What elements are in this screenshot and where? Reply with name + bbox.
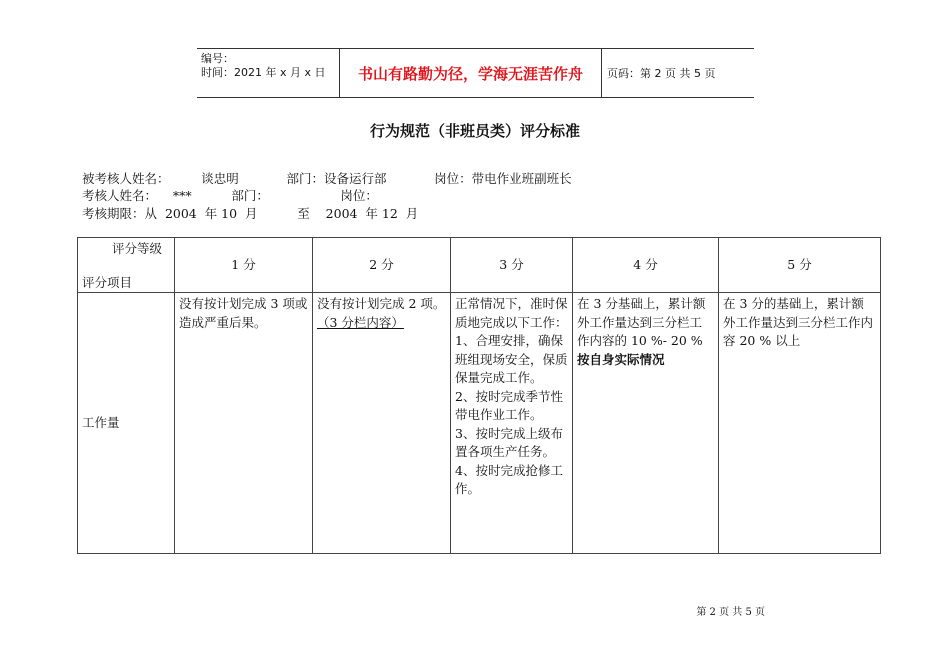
corner-bottom-label: 评分项目 <box>82 275 133 290</box>
score-5-cell: 在 3 分的基础上，累计额外工作量达到三分栏工作内容 20 % 以上 <box>719 293 881 554</box>
score-header-3: 3 分 <box>451 238 573 293</box>
scoring-table <box>77 237 881 554</box>
header-page-code: 页码：第 2 页 共 5 页 <box>607 67 716 80</box>
score-header-4: 4 分 <box>573 238 719 293</box>
number-label: 编号： <box>201 52 234 65</box>
header-corner-cell <box>78 238 175 293</box>
table-header-row <box>78 238 881 293</box>
score-2-cell <box>313 293 451 554</box>
score-3-intro: 正常情况下，准时保质地完成以下工作： <box>455 296 568 330</box>
score-3-item: 3、按时完成上级布置各项生产任务。 <box>455 425 563 459</box>
header-motto: 书山有路勤为径，学海无涯苦作舟 <box>339 49 602 97</box>
score-header-2: 2 分 <box>313 238 451 293</box>
info-line-period: 考核期限：从 2004 年 10 月 至 2004 年 12 月 <box>82 206 419 221</box>
info-line-assessor: 考核人姓名： *** 部门： 岗位： <box>82 188 378 203</box>
score-2-ref: （3 分栏内容） <box>317 314 404 330</box>
row-label-workload: 工作量 <box>78 293 175 554</box>
score-3-item: 4、按时完成抢修工作。 <box>455 462 563 496</box>
score-1-cell: 没有按计划完成 3 项或造成严重后果。 <box>175 293 313 554</box>
time-label: 时间：2021 年 x 月 x 日 <box>201 66 326 79</box>
page-footer: 第 2 页 共 5 页 <box>696 607 765 618</box>
header-meta <box>201 52 326 80</box>
score-3-cell <box>451 293 573 554</box>
score-3-item: 2、按时完成季节性带电作业工作。 <box>455 388 563 422</box>
score-3-item: 1、合理安排，确保班组现场安全，保质保量完成工作。 <box>455 333 568 385</box>
score-4-note: 按自身实际情况 <box>577 351 665 367</box>
corner-top-label: 评分等级 <box>112 241 163 256</box>
info-line-assessee: 被考核人姓名： 谈忠明 部门：设备运行部 岗位：带电作业班副班长 <box>82 171 572 186</box>
score-4-text: 在 3 分基础上，累计额外工作量达到三分栏工作内容的 10 %- 20 % <box>577 296 706 348</box>
table-row <box>78 293 881 554</box>
document-title: 行为规范（非班员类）评分标准 <box>369 122 580 140</box>
score-header-5: 5 分 <box>719 238 881 293</box>
page-header <box>197 48 754 98</box>
score-4-cell <box>573 293 719 554</box>
score-2-text: 没有按计划完成 2 项。 <box>317 296 446 311</box>
score-header-1: 1 分 <box>175 238 313 293</box>
